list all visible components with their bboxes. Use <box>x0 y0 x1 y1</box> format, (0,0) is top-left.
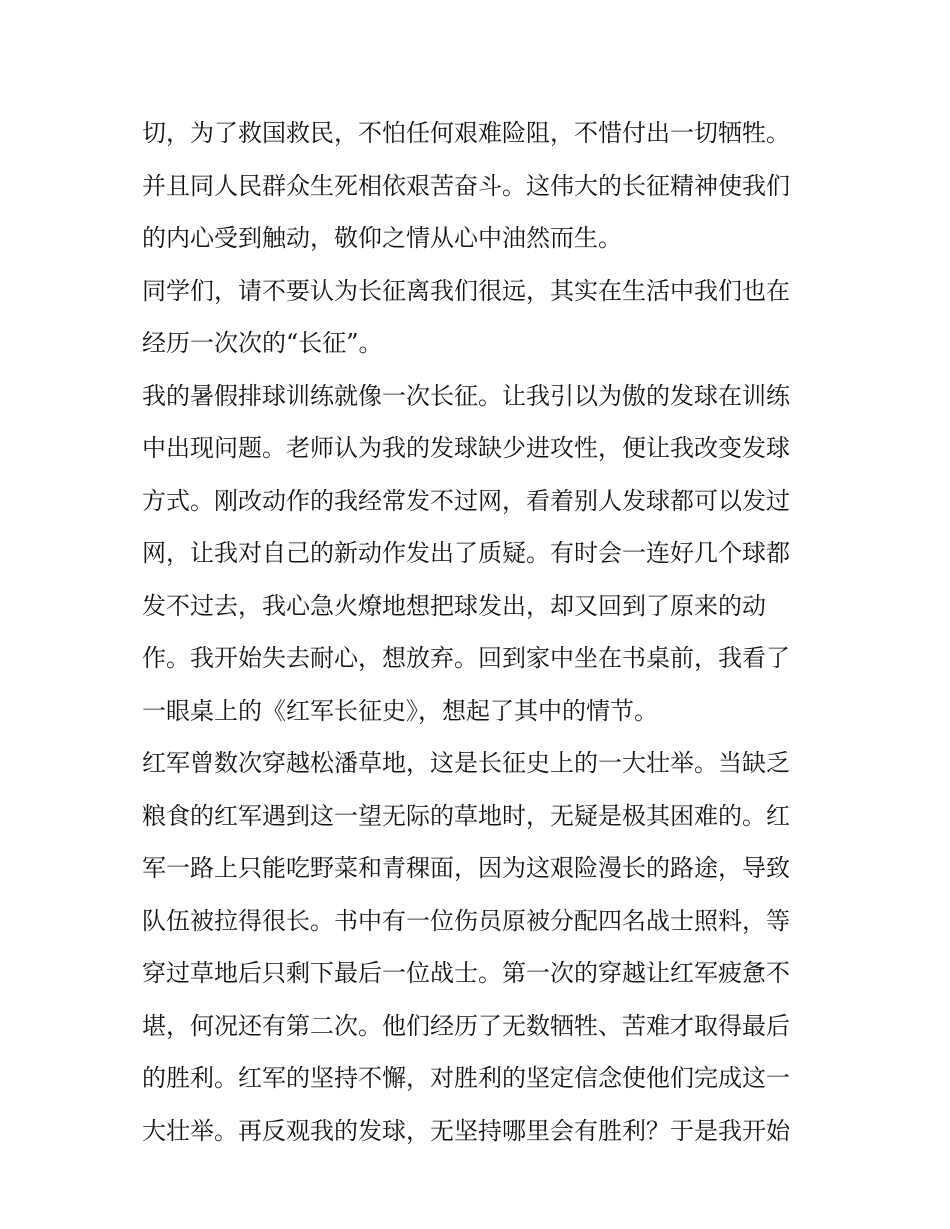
text-line: 并且同人民群众生死相依艰苦奋斗。这伟大的长征精神使我们 <box>142 171 790 200</box>
text-line: 网，让我对自己的新动作发出了质疑。有时会一连好几个球都 <box>142 539 790 567</box>
text-line: 经历一次次的“长征”。 <box>142 329 383 357</box>
text-line: 队伍被拉得很长。书中有一位伤员原被分配四名战士照料，等 <box>142 906 790 935</box>
text-line: 堪，何况还有第二次。他们经历了无数牺牲、苦难才取得最后 <box>142 1011 790 1040</box>
text-line: 大壮举。再反观我的发球，无坚持哪里会有胜利？于是我开始 <box>142 1116 790 1145</box>
text-line: 切，为了救国救民，不怕任何艰难险阻，不惜付出一切牺牲。 <box>142 119 790 147</box>
text-line: 的内心受到触动，敬仰之情从心中油然而生。 <box>142 224 622 252</box>
text-line: 军一路上只能吃野菜和青稞面，因为这艰险漫长的路途，导致 <box>142 854 790 882</box>
text-line: 粮食的红军遇到这一望无际的草地时，无疑是极其困难的。红 <box>142 801 790 830</box>
text-line: 作。我开始失去耐心，想放弃。回到家中坐在书桌前，我看了 <box>142 644 790 672</box>
text-line: 方式。刚改动作的我经常发不过网，看着别人发球都可以发过 <box>142 486 790 515</box>
text-line: 红军曾数次穿越松潘草地，这是长征史上的一大壮举。当缺乏 <box>142 749 790 777</box>
text-line: 我的暑假排球训练就像一次长征。让我引以为傲的发球在训练 <box>142 381 790 410</box>
body-text <box>142 107 822 1157</box>
text-line: 穿过草地后只剩下最后一位战士。第一次的穿越让红军疲惫不 <box>142 959 790 987</box>
text-line: 一眼桌上的《红军长征史》，想起了其中的情节。 <box>142 696 658 725</box>
text-line: 的胜利。红军的坚持不懈，对胜利的坚定信念使他们完成这一 <box>142 1064 790 1092</box>
text-line: 同学们，请不要认为长征离我们很远，其实在生活中我们也在 <box>142 276 790 305</box>
text-line: 发不过去，我心急火燎地想把球发出，却又回到了原来的动 <box>142 591 766 620</box>
text-line: 中出现问题。老师认为我的发球缺少进攻性，便让我改变发球 <box>142 434 790 462</box>
